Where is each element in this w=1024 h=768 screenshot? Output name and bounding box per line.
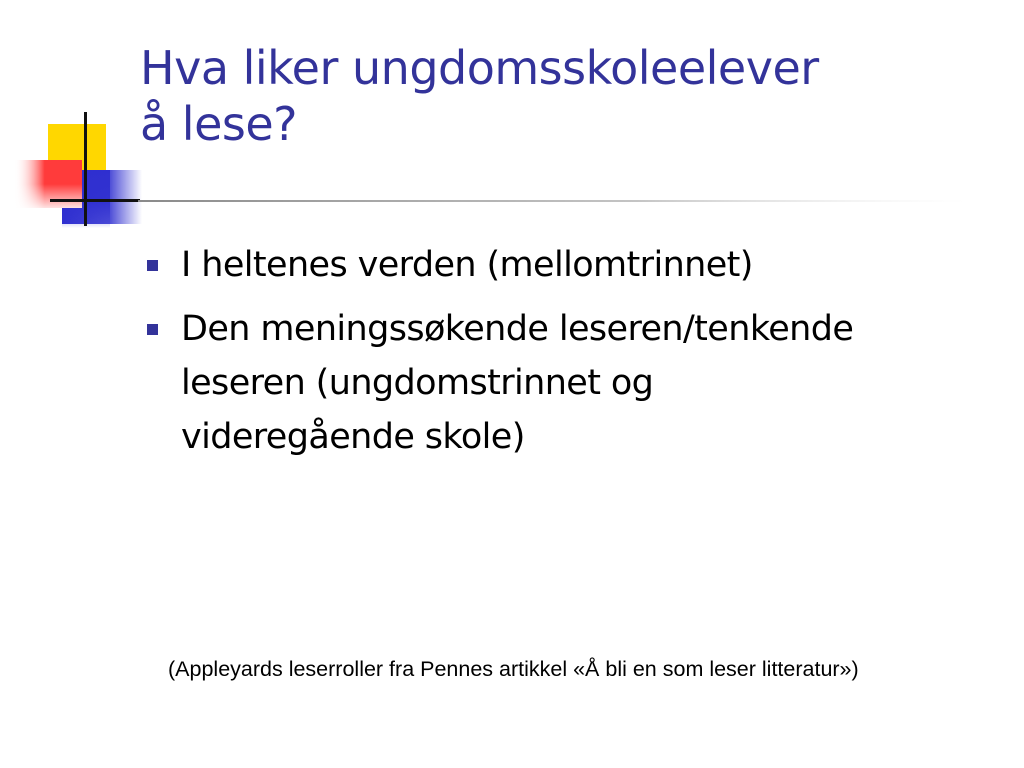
square-bullet-icon [147,324,158,335]
bullet-line: I heltenes verden (mellomtrinnet) [181,245,753,285]
slide-title [140,40,1000,152]
bullet-item [145,238,995,292]
square-bullet-icon [147,260,158,271]
title-line-1: Hva liker ungdomsskoleelever [140,41,819,95]
vertical-rule [84,112,87,226]
bullet-text [181,302,995,464]
bullet-line: videregående skole) [181,417,525,457]
bullet-line: Den meningssøkende leseren/tenkende [181,309,854,349]
horizontal-rule-short [50,199,140,202]
bullet-item [145,302,995,464]
bullet-text [181,238,995,292]
source-citation: (Appleyards leserroller fra Pennes artikkel «Å bli en som leser litteratur») [168,657,859,681]
title-divider [138,200,968,202]
bullet-list [145,238,995,474]
title-line-2: å lese? [140,97,298,151]
bullet-line: leseren (ungdomstrinnet og [181,363,654,403]
